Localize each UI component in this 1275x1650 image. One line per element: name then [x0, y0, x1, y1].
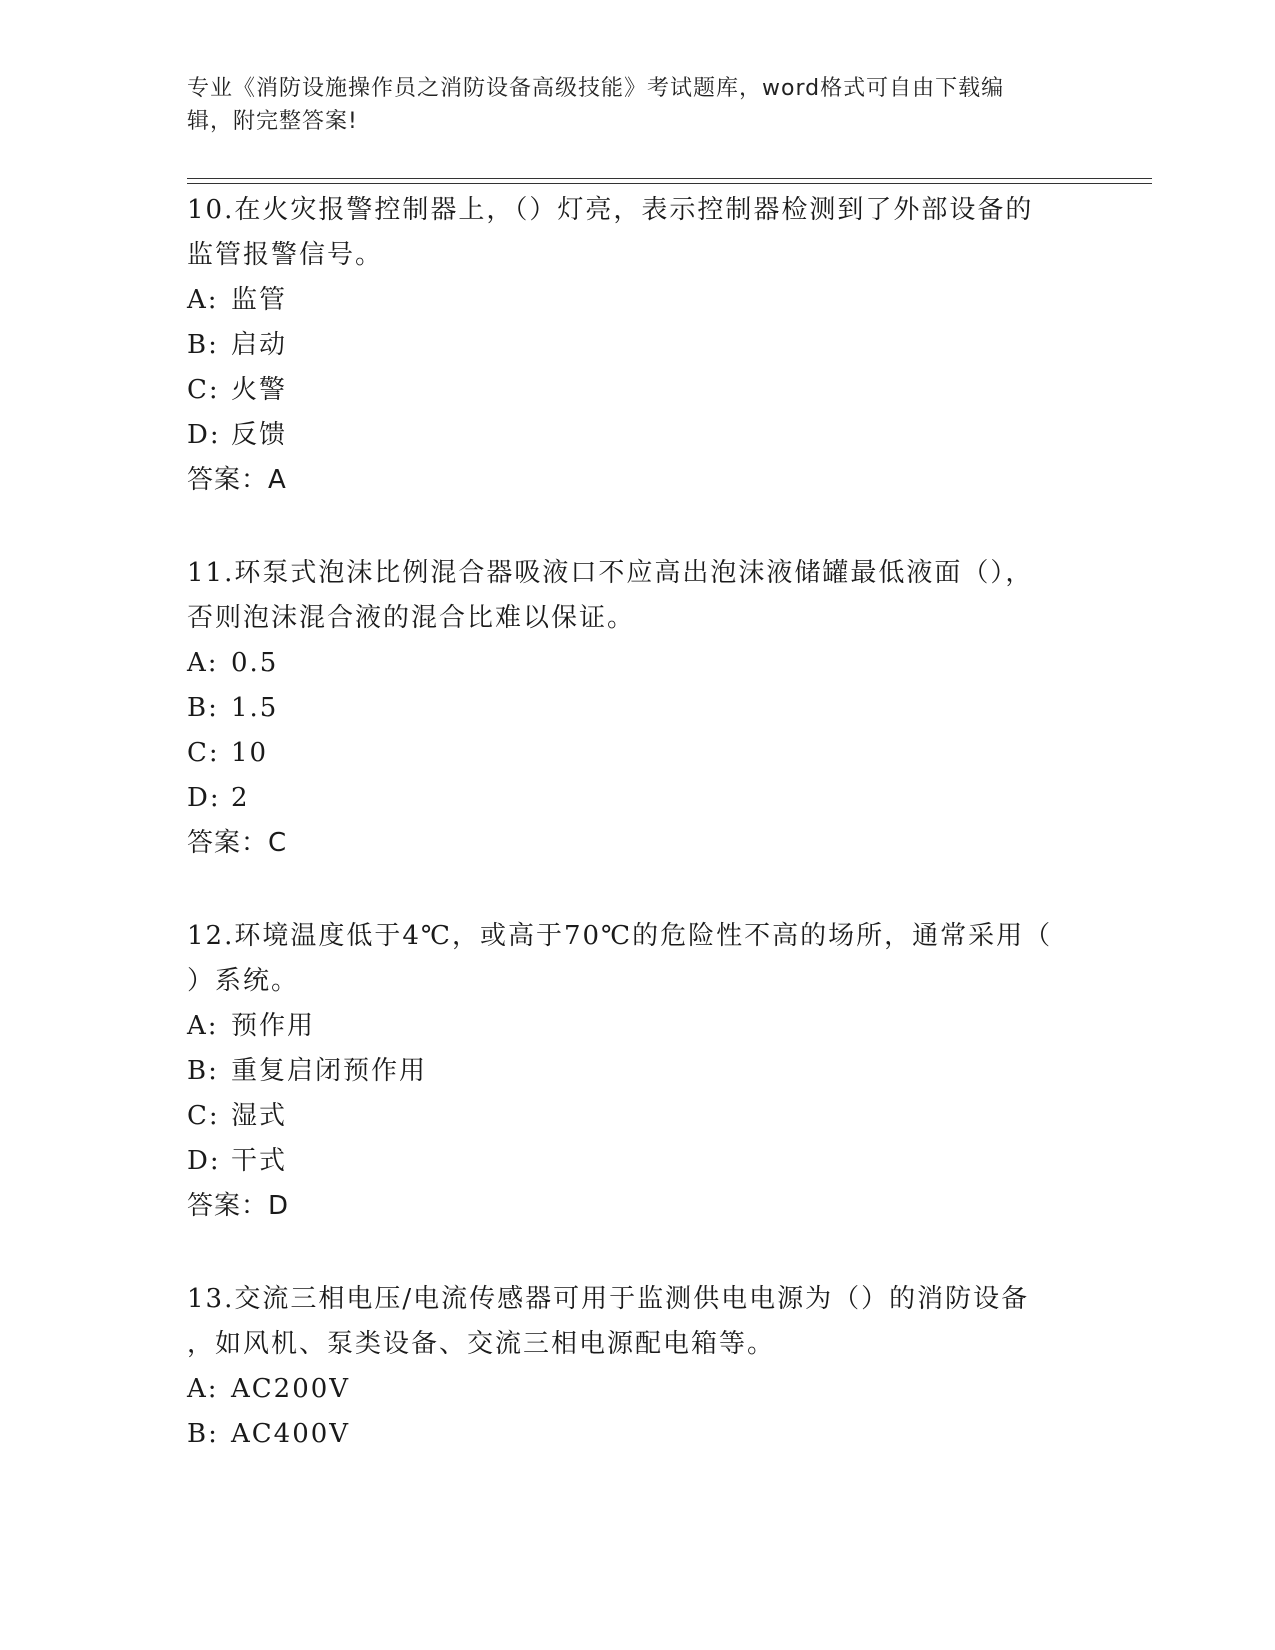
question-12 [187, 914, 1087, 1229]
option-c [187, 731, 1087, 776]
option-b [187, 323, 1087, 368]
question-text-line-1: 11.环泵式泡沫比例混合器吸液口不应高出泡沫液储罐最低液面（）， [187, 558, 1034, 588]
option-text: 重复启闭预作用 [231, 1056, 428, 1086]
option-text: 1.5 [231, 693, 279, 723]
header-line-1: 专业《消防设施操作员之消防设备高级技能》考试题库，word格式可自由下载编 [187, 76, 1005, 101]
option-a [187, 1004, 1087, 1049]
answer-line: 答案：D [187, 1191, 290, 1221]
option-b [187, 1412, 1087, 1457]
option-letter: B: [187, 1056, 219, 1086]
option-text: 反馈 [231, 420, 288, 450]
option-text: 10 [231, 738, 269, 768]
option-letter: C: [187, 375, 220, 405]
option-c [187, 368, 1087, 413]
option-text: 干式 [231, 1146, 288, 1176]
answer-line: 答案：A [187, 465, 287, 495]
question-text-line-2: 监管报警信号。 [187, 240, 384, 270]
option-d [187, 413, 1087, 458]
option-b [187, 686, 1087, 731]
question-text-line-2: ，如风机、泵类设备、交流三相电源配电箱等。 [187, 1329, 776, 1359]
question-11 [187, 551, 1087, 866]
header-divider-bottom [187, 183, 1152, 184]
option-text: 火警 [231, 375, 288, 405]
option-letter: D: [187, 1146, 221, 1176]
option-b [187, 1049, 1087, 1094]
option-text: 湿式 [231, 1101, 288, 1131]
option-a [187, 1367, 1087, 1412]
option-text: 启动 [231, 330, 288, 360]
question-text-line-2: 否则泡沫混合液的混合比难以保证。 [187, 603, 636, 633]
option-letter: D: [187, 420, 221, 450]
answer-line: 答案：C [187, 828, 288, 858]
option-letter: C: [187, 1101, 220, 1131]
option-letter: A: [187, 1011, 219, 1041]
option-a [187, 641, 1087, 686]
option-letter: B: [187, 330, 219, 360]
option-letter: D: [187, 783, 221, 813]
option-d [187, 1139, 1087, 1184]
option-letter: B: [187, 1419, 219, 1449]
question-text-line-1: 12.环境温度低于4℃，或高于70℃的危险性不高的场所，通常采用（ [187, 921, 1053, 951]
option-letter: C: [187, 738, 220, 768]
option-letter: A: [187, 285, 219, 315]
option-d [187, 776, 1087, 821]
option-text: AC400V [231, 1419, 351, 1449]
question-13 [187, 1277, 1087, 1457]
option-text: AC200V [231, 1374, 351, 1404]
option-c [187, 1094, 1087, 1139]
option-text: 0.5 [231, 648, 279, 678]
question-10 [187, 188, 1087, 503]
option-text: 预作用 [231, 1011, 316, 1041]
header-line-2: 辑，附完整答案! [187, 109, 358, 134]
document-header [187, 72, 1067, 138]
option-letter: B: [187, 693, 219, 723]
option-text: 2 [231, 783, 250, 813]
header-divider-top [187, 178, 1152, 179]
option-letter: A: [187, 648, 219, 678]
option-text: 监管 [231, 285, 288, 315]
question-text-line-1: 13.交流三相电压/电流传感器可用于监测供电电源为（）的消防设备 [187, 1284, 1030, 1314]
question-text-line-1: 10.在火灾报警控制器上，（）灯亮，表示控制器检测到了外部设备的 [187, 195, 1034, 225]
option-a [187, 278, 1087, 323]
option-letter: A: [187, 1374, 219, 1404]
question-text-line-2: ）系统。 [187, 966, 300, 996]
